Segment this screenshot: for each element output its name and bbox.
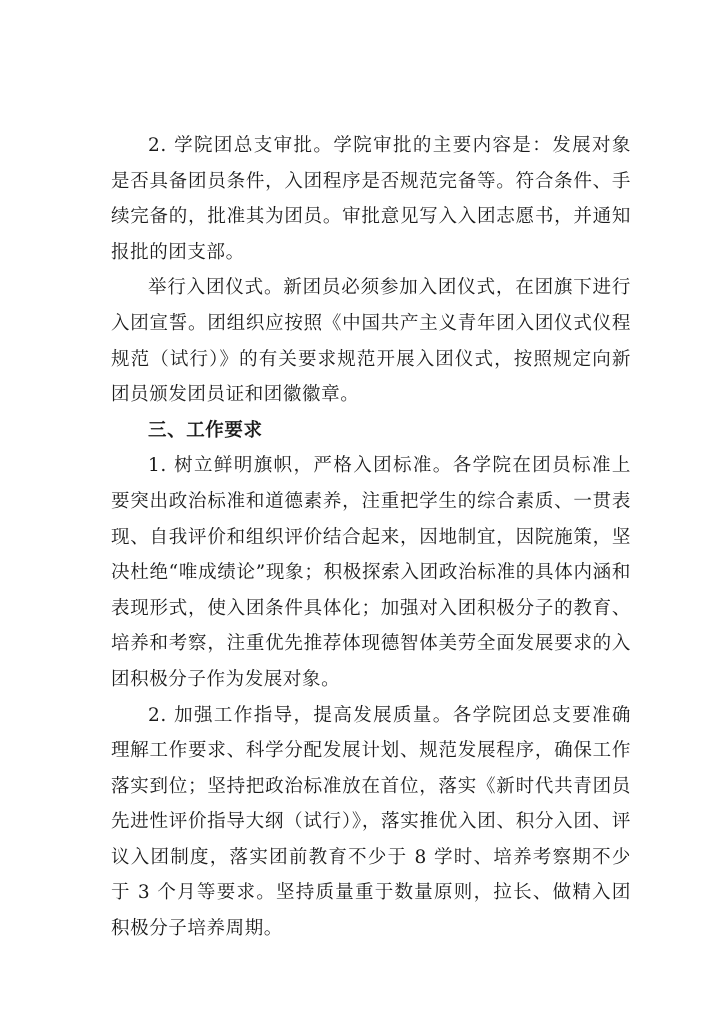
paragraph-approval: 2. 学院团总支审批。学院审批的主要内容是：发展对象是否具备团员条件，入团程序是否规范完备等。符合条件、手续完备的，批准其为团员。审批意见写入入团志愿书，并通知报批的团支部。: [111, 135, 631, 263]
paragraph-requirement-2: 2. 加强工作指导，提高发展质量。各学院团总支要准确理解工作要求、科学分配发展计划、规范发展程序，确保工作落实到位；坚持把政治标准放在首位，落实《新时代共青团员先进性评价指导大纲（试行）》，落实推优入团、积分入团、评议入团制度，落实团前教育不少于 8 学时、培养考察期不少于 3 个月等要求。坚持质量重于数量原则，拉长、做精入团积极分子培养周期。: [111, 704, 631, 940]
paragraph-requirement-1: 1. 树立鲜明旗帜，严格入团标准。各学院在团员标准上要突出政治标准和道德素养，注重把学生的综合素质、一贯表现、自我评价和组织评价结合起来，因地制宜，因院施策，坚决杜绝“唯成绩论”现象；积极探索入团政治标准的具体内涵和表现形式，使入团条件具体化；加强对入团积极分子的教育、培养和考察，注重优先推荐体现德智体美劳全面发展要求的入团积极分子作为发展对象。: [111, 455, 631, 690]
document-body: [111, 128, 631, 947]
section-heading-work-requirements: 三、工作要求: [148, 419, 263, 441]
paragraph-ceremony: 举行入团仪式。新团员必须参加入团仪式，在团旗下进行入团宣誓。团组织应按照《中国共产主义青年团入团仪式仪程规范（试行）》的有关要求规范开展入团仪式，按照规定向新团员颁发团员证和团徽徽章。: [111, 277, 631, 406]
